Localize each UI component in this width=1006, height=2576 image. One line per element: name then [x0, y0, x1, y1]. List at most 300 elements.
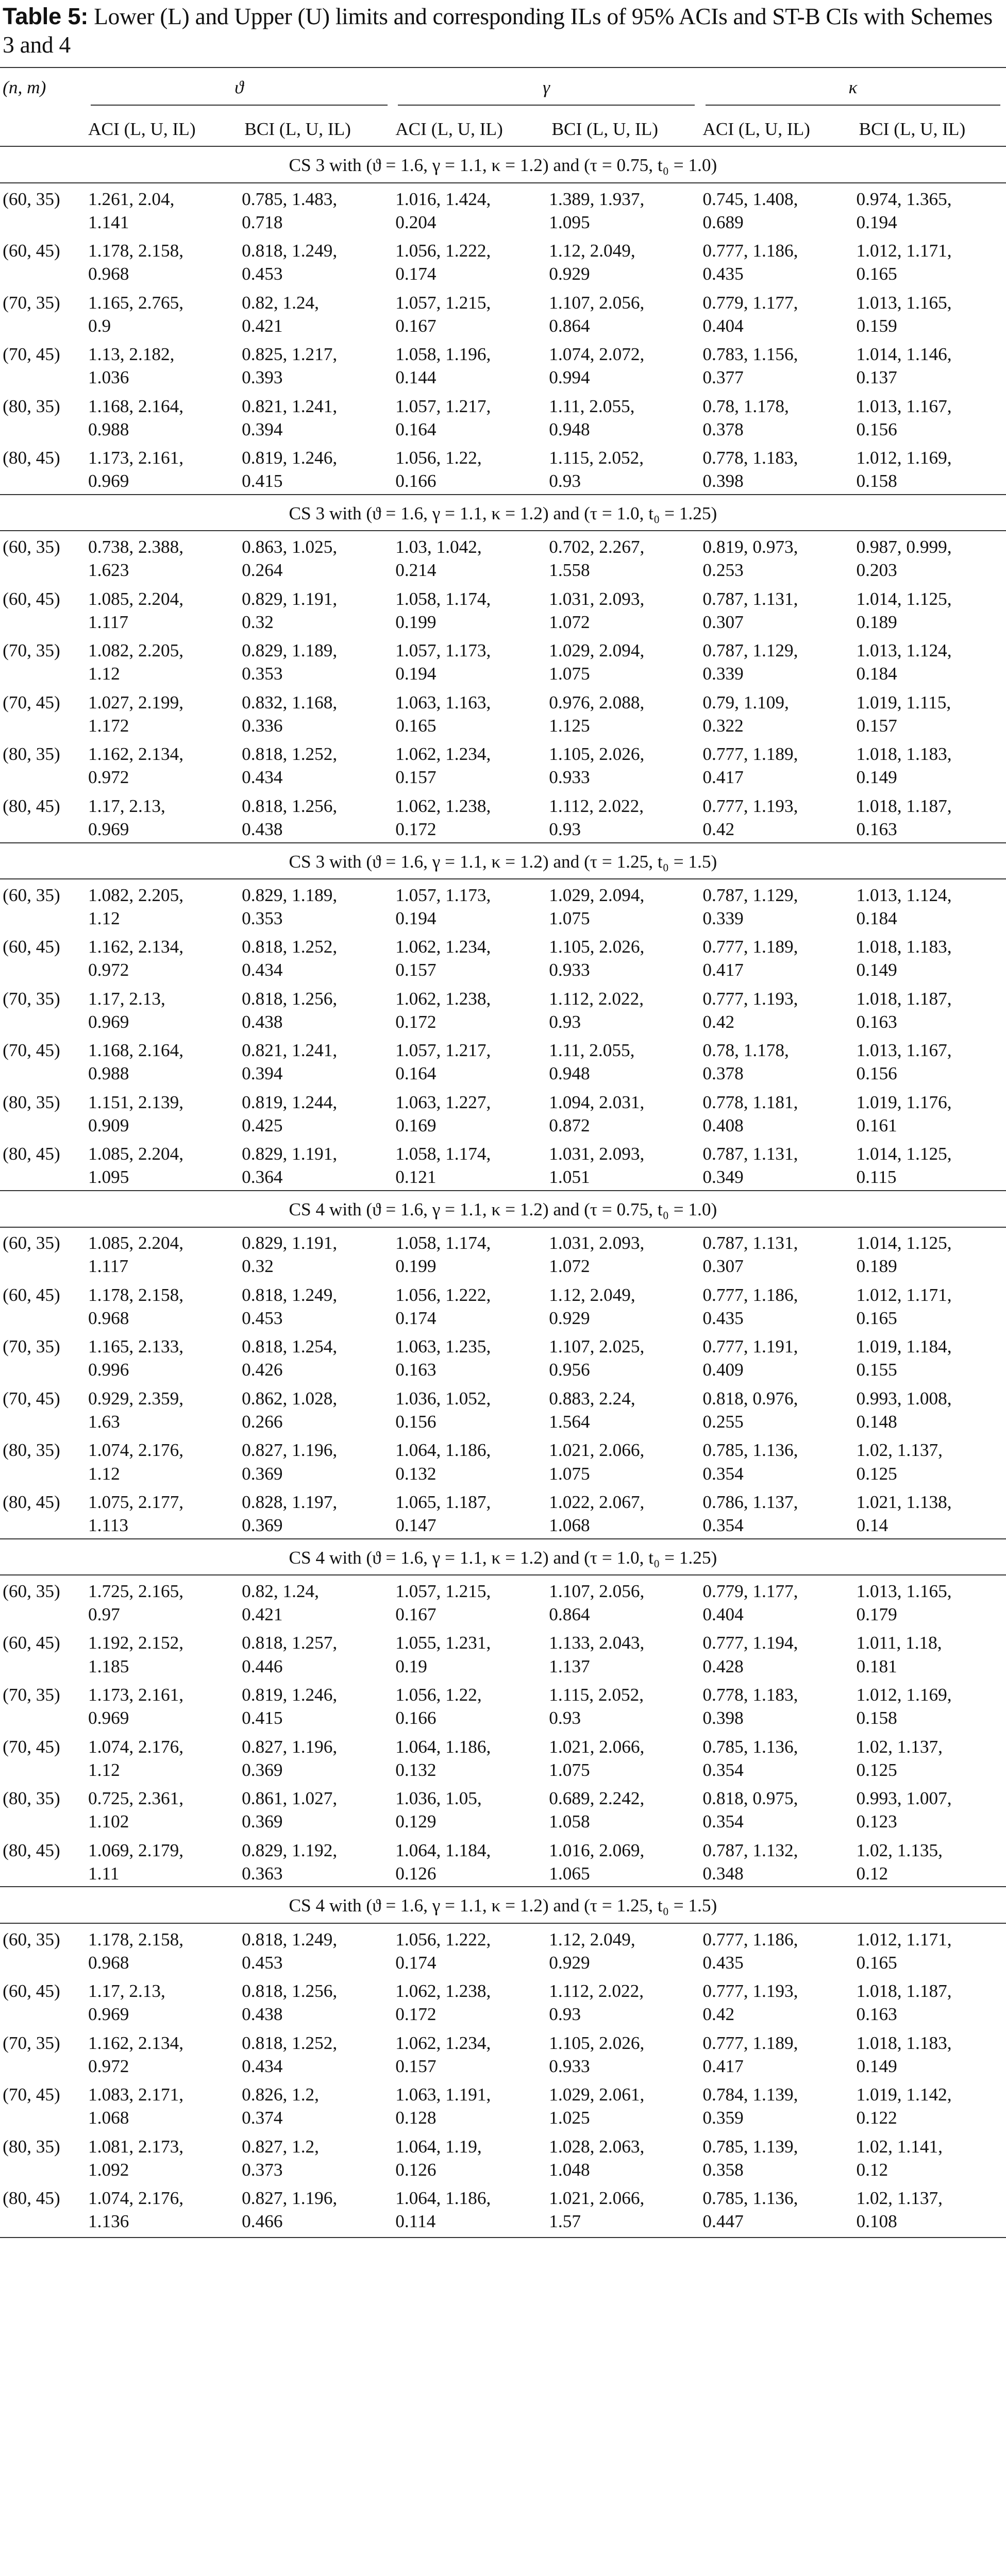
value-cell: 1.019, 1.115, 0.157 — [856, 692, 951, 736]
value-cell: 1.02, 1.137, 0.125 — [856, 1440, 943, 1484]
value-cell: 1.02, 1.135, 0.12 — [856, 1840, 943, 1884]
value-cell: 1.014, 1.125, 0.115 — [856, 1144, 952, 1188]
value-cell: 0.779, 1.177, 0.404 — [702, 1581, 798, 1624]
value-cell: 1.013, 1.167, 0.156 — [856, 396, 952, 439]
row-nm-cell: (70, 45) — [3, 1736, 60, 1757]
table-row — [0, 983, 1006, 1035]
table-row — [0, 1975, 1006, 2027]
section-title: CS 4 with (ϑ = 1.6, γ = 1.1, κ = 1.2) and (τ = 1.25, t₀ = 1.5) — [0, 1887, 1006, 1923]
row-nm-cell: (80, 45) — [3, 448, 60, 468]
row-nm-cell: (70, 35) — [3, 1684, 60, 1705]
value-cell: 1.022, 2.067, 1.068 — [549, 1492, 645, 1536]
value-cell: 1.014, 1.125, 0.189 — [856, 1233, 952, 1277]
value-cell: 1.011, 1.18, 0.181 — [856, 1633, 942, 1676]
value-cell: 1.168, 2.164, 0.988 — [88, 396, 184, 439]
value-cell: 1.107, 2.056, 0.864 — [549, 1581, 645, 1624]
row-nm-cell: (70, 35) — [3, 988, 60, 1009]
row-nm-cell: (60, 45) — [3, 588, 60, 609]
value-cell: 0.78, 1.178, 0.378 — [702, 396, 789, 439]
param-header-kappa: κ — [700, 67, 1006, 112]
value-cell: 0.993, 1.008, 0.148 — [856, 1388, 952, 1432]
row-nm-cell: (60, 35) — [3, 1929, 60, 1950]
value-cell: 1.057, 1.217, 0.164 — [395, 396, 491, 439]
value-cell: 1.115, 2.052, 0.93 — [549, 1684, 644, 1728]
table-row — [0, 531, 1006, 583]
value-cell: 1.081, 2.173, 1.092 — [88, 2136, 184, 2180]
value-cell: 0.787, 1.129, 0.339 — [702, 885, 798, 928]
value-cell: 1.013, 1.124, 0.184 — [856, 640, 952, 684]
value-cell: 0.821, 1.241, 0.394 — [242, 396, 338, 439]
value-cell: 1.031, 2.093, 1.051 — [549, 1144, 645, 1188]
row-nm-cell: (70, 45) — [3, 1388, 60, 1409]
row-nm-cell: (60, 45) — [3, 937, 60, 957]
value-cell: 0.818, 1.256, 0.438 — [242, 1981, 338, 2025]
value-cell: 0.702, 2.267, 1.558 — [549, 537, 645, 581]
value-cell: 0.778, 1.181, 0.408 — [702, 1092, 798, 1136]
value-cell: 1.013, 1.167, 0.156 — [856, 1040, 952, 1084]
row-nm-cell: (80, 35) — [3, 396, 60, 416]
table-row — [0, 635, 1006, 687]
table-row — [0, 1087, 1006, 1139]
value-cell: 0.779, 1.177, 0.404 — [702, 292, 798, 336]
value-cell: 1.085, 2.204, 1.117 — [88, 588, 184, 632]
value-cell: 1.107, 2.025, 0.956 — [549, 1336, 645, 1380]
value-cell: 1.012, 1.171, 0.165 — [856, 241, 952, 284]
value-cell: 1.725, 2.165, 0.97 — [88, 1581, 184, 1624]
value-cell: 1.173, 2.161, 0.969 — [88, 448, 184, 492]
value-cell: 1.031, 2.093, 1.072 — [549, 1233, 645, 1277]
value-cell: 1.014, 1.146, 0.137 — [856, 344, 952, 388]
value-cell: 1.057, 1.215, 0.167 — [395, 292, 491, 336]
table-row — [0, 790, 1006, 843]
param-header-gamma: γ — [393, 67, 700, 112]
value-cell: 1.115, 2.052, 0.93 — [549, 448, 644, 492]
row-nm-cell: (80, 35) — [3, 1092, 60, 1112]
value-cell: 1.094, 2.031, 0.872 — [549, 1092, 645, 1136]
value-cell: 0.829, 1.189, 0.353 — [242, 640, 338, 684]
row-nm-cell: (80, 35) — [3, 1788, 60, 1809]
value-cell: 1.013, 1.124, 0.184 — [856, 885, 952, 928]
value-cell: 1.165, 2.133, 0.996 — [88, 1336, 184, 1380]
value-cell: 1.062, 1.234, 0.157 — [395, 2032, 491, 2076]
value-cell: 1.056, 1.22, 0.166 — [395, 448, 482, 492]
value-cell: 1.02, 1.141, 0.12 — [856, 2136, 943, 2180]
row-nm-cell: (60, 35) — [3, 1233, 60, 1253]
value-cell: 1.062, 1.238, 0.172 — [395, 988, 491, 1032]
row-nm-cell: (60, 35) — [3, 1581, 60, 1601]
value-cell: 1.192, 2.152, 1.185 — [88, 1633, 184, 1676]
value-cell: 0.689, 2.242, 1.058 — [549, 1788, 645, 1832]
value-cell: 1.031, 2.093, 1.072 — [549, 588, 645, 632]
table-row — [0, 2027, 1006, 2079]
table-row — [0, 1835, 1006, 1887]
value-cell: 0.777, 1.193, 0.42 — [702, 795, 798, 839]
value-cell: 1.105, 2.026, 0.933 — [549, 937, 645, 980]
value-cell: 0.818, 1.252, 0.434 — [242, 937, 338, 980]
row-nm-cell: (60, 45) — [3, 1284, 60, 1305]
section-title: CS 3 with (ϑ = 1.6, γ = 1.1, κ = 1.2) and (τ = 0.75, t₀ = 1.0) — [0, 146, 1006, 182]
value-cell: 1.069, 2.179, 1.11 — [88, 1840, 184, 1884]
value-cell: 0.777, 1.189, 0.417 — [702, 937, 798, 980]
value-cell: 1.028, 2.063, 1.048 — [549, 2136, 645, 2180]
value-cell: 1.064, 1.186, 0.114 — [393, 2182, 546, 2238]
row-nm-cell: (70, 45) — [3, 344, 60, 365]
value-cell: 1.168, 2.164, 0.988 — [88, 1040, 184, 1084]
table-row — [0, 687, 1006, 739]
value-cell: 0.819, 1.246, 0.415 — [242, 1684, 338, 1728]
value-cell: 1.018, 1.187, 0.163 — [856, 795, 952, 839]
section-title: CS 3 with (ϑ = 1.6, γ = 1.1, κ = 1.2) and (τ = 1.0, t₀ = 1.25) — [0, 495, 1006, 531]
value-cell: 0.818, 1.249, 0.453 — [242, 241, 338, 284]
table-row — [0, 1486, 1006, 1539]
table-row — [0, 338, 1006, 391]
table-row — [0, 391, 1006, 443]
value-cell: 0.818, 1.254, 0.426 — [242, 1336, 338, 1380]
value-cell: 0.82, 1.24, 0.421 — [242, 292, 319, 336]
value-cell: 1.055, 1.231, 0.19 — [395, 1633, 491, 1676]
value-cell: 1.261, 2.04, 1.141 — [88, 189, 175, 232]
value-cell: 1.112, 2.022, 0.93 — [549, 1981, 644, 2025]
table-row — [0, 2182, 1006, 2238]
value-cell: 1.03, 1.042, 0.214 — [395, 537, 482, 581]
value-cell: 1.018, 1.183, 0.149 — [856, 2032, 952, 2076]
row-nm-cell: (80, 45) — [3, 795, 60, 816]
value-cell: 1.062, 1.238, 0.172 — [395, 1981, 491, 2025]
value-cell: 0.819, 1.244, 0.425 — [242, 1092, 338, 1136]
value-cell: 1.019, 1.176, 0.161 — [856, 1092, 952, 1136]
value-cell: 0.82, 1.24, 0.421 — [242, 1581, 319, 1624]
value-cell: 0.821, 1.241, 0.394 — [242, 1040, 338, 1084]
value-cell: 1.058, 1.174, 0.121 — [395, 1144, 491, 1188]
value-cell: 1.02, 1.137, 0.108 — [853, 2182, 1006, 2238]
row-nm-cell: (80, 45) — [3, 1840, 60, 1860]
value-cell: 1.056, 1.22, 0.166 — [395, 1684, 482, 1728]
table-row — [0, 1139, 1006, 1191]
table-row — [0, 583, 1006, 635]
value-cell: 0.993, 1.007, 0.123 — [856, 1788, 952, 1832]
value-cell: 1.058, 1.174, 0.199 — [395, 1233, 491, 1277]
row-nm-cell: (70, 35) — [3, 292, 60, 313]
value-cell: 1.012, 1.169, 0.158 — [856, 448, 952, 492]
value-cell: 1.064, 1.186, 0.132 — [395, 1736, 491, 1780]
section-title: CS 4 with (ϑ = 1.6, γ = 1.1, κ = 1.2) and (τ = 1.0, t₀ = 1.25) — [0, 1539, 1006, 1575]
value-cell: 0.818, 1.249, 0.453 — [242, 1929, 338, 1973]
value-cell: 0.787, 1.129, 0.339 — [702, 640, 798, 684]
value-cell: 1.17, 2.13, 0.969 — [88, 988, 165, 1032]
value-cell: 1.107, 2.056, 0.864 — [549, 292, 645, 336]
value-cell: 1.151, 2.139, 0.909 — [88, 1092, 184, 1136]
value-cell: 0.777, 1.189, 0.417 — [702, 2032, 798, 2076]
row-nm-cell: (70, 45) — [3, 692, 60, 713]
value-cell: 1.018, 1.183, 0.149 — [856, 937, 952, 980]
value-cell: 1.162, 2.134, 0.972 — [88, 937, 184, 980]
value-cell: 0.786, 1.137, 0.354 — [702, 1492, 798, 1536]
value-cell: 1.02, 1.137, 0.125 — [856, 1736, 943, 1780]
value-cell: 1.12, 2.049, 0.929 — [549, 241, 635, 284]
value-cell: 0.862, 1.028, 0.266 — [242, 1388, 338, 1432]
sub-header: BCI (L, U, IL) — [239, 112, 393, 147]
value-cell: 1.062, 1.234, 0.157 — [395, 937, 491, 980]
row-nm-cell: (60, 45) — [3, 1633, 60, 1653]
value-cell: 1.12, 2.049, 0.929 — [549, 1284, 635, 1328]
value-cell: 0.818, 1.249, 0.453 — [242, 1284, 338, 1328]
value-cell: 1.112, 2.022, 0.93 — [549, 988, 644, 1032]
value-cell: 0.784, 1.139, 0.359 — [702, 2084, 798, 2128]
value-cell: 0.829, 1.191, 0.364 — [242, 1144, 338, 1188]
value-cell: 1.112, 2.022, 0.93 — [549, 795, 644, 839]
section-header — [0, 1539, 1006, 1575]
value-cell: 0.785, 1.139, 0.358 — [702, 2136, 798, 2180]
value-cell: 0.829, 1.189, 0.353 — [242, 885, 338, 928]
value-cell: 0.829, 1.191, 0.32 — [242, 1233, 338, 1277]
value-cell: 1.018, 1.183, 0.149 — [856, 744, 952, 788]
value-cell: 0.827, 1.196, 0.369 — [242, 1440, 338, 1484]
param-header-theta: ϑ — [86, 67, 393, 112]
value-cell: 0.777, 1.186, 0.435 — [702, 1929, 798, 1973]
value-cell: 1.058, 1.174, 0.199 — [395, 588, 491, 632]
value-cell: 0.787, 1.131, 0.307 — [702, 588, 798, 632]
value-cell: 0.78, 1.178, 0.378 — [702, 1040, 789, 1084]
value-cell: 0.818, 1.256, 0.438 — [242, 795, 338, 839]
table-row — [0, 1923, 1006, 1976]
section-header — [0, 146, 1006, 182]
value-cell: 0.725, 2.361, 1.102 — [88, 1788, 184, 1832]
value-cell: 0.785, 1.136, 0.447 — [700, 2182, 853, 2238]
table-caption-label: Table 5: — [3, 3, 89, 30]
value-cell: 0.825, 1.217, 0.393 — [242, 344, 338, 388]
value-cell: 1.389, 1.937, 1.095 — [549, 189, 645, 232]
value-cell: 0.826, 1.2, 0.374 — [242, 2084, 319, 2128]
table-row — [0, 879, 1006, 931]
row-nm-cell: (80, 35) — [3, 2136, 60, 2157]
sub-header: ACI (L, U, IL) — [700, 112, 853, 147]
row-nm-cell: (70, 35) — [3, 2032, 60, 2053]
value-cell: 1.162, 2.134, 0.972 — [88, 2032, 184, 2076]
value-cell: 1.074, 2.176, 1.136 — [86, 2182, 239, 2238]
table-row — [0, 1383, 1006, 1435]
value-cell: 1.133, 2.043, 1.137 — [549, 1633, 645, 1676]
sub-header: BCI (L, U, IL) — [546, 112, 700, 147]
value-cell: 1.057, 1.173, 0.194 — [395, 640, 491, 684]
table-row — [0, 1035, 1006, 1087]
value-cell: 0.785, 1.483, 0.718 — [242, 189, 338, 232]
value-cell: 0.777, 1.186, 0.435 — [702, 1284, 798, 1328]
table-header — [0, 67, 1006, 147]
value-cell: 0.778, 1.183, 0.398 — [702, 1684, 798, 1728]
sub-header: BCI (L, U, IL) — [853, 112, 1006, 147]
value-cell: 1.036, 1.05, 0.129 — [395, 1788, 482, 1832]
section-header — [0, 495, 1006, 531]
value-cell: 1.062, 1.238, 0.172 — [395, 795, 491, 839]
value-cell: 1.083, 2.171, 1.068 — [88, 2084, 184, 2128]
value-cell: 1.063, 1.191, 0.128 — [395, 2084, 491, 2128]
value-cell: 1.064, 1.19, 0.126 — [395, 2136, 482, 2180]
value-cell: 1.074, 2.176, 1.12 — [88, 1440, 184, 1484]
value-cell: 1.012, 1.169, 0.158 — [856, 1684, 952, 1728]
value-cell: 1.018, 1.187, 0.163 — [856, 1981, 952, 2025]
table-row — [0, 738, 1006, 790]
value-cell: 0.974, 1.365, 0.194 — [856, 189, 952, 232]
value-cell: 0.929, 2.359, 1.63 — [88, 1388, 184, 1432]
row-nm-cell: (70, 45) — [3, 2084, 60, 2105]
value-cell: 1.036, 1.052, 0.156 — [395, 1388, 491, 1432]
value-cell: 0.783, 1.156, 0.377 — [702, 344, 798, 388]
value-cell: 1.165, 2.765, 0.9 — [88, 292, 184, 336]
row-nm-cell: (70, 45) — [3, 1040, 60, 1061]
value-cell: 0.883, 2.24, 1.564 — [549, 1388, 635, 1432]
table-row — [0, 2131, 1006, 2183]
value-cell: 0.819, 0.973, 0.253 — [702, 537, 798, 581]
value-cell: 1.11, 2.055, 0.948 — [549, 1040, 635, 1084]
value-cell: 1.063, 1.235, 0.163 — [395, 1336, 491, 1380]
table-row — [0, 1731, 1006, 1783]
section-title: CS 3 with (ϑ = 1.6, γ = 1.1, κ = 1.2) and (τ = 1.25, t₀ = 1.5) — [0, 843, 1006, 879]
row-nm-cell: (80, 45) — [0, 2182, 86, 2238]
value-cell: 0.745, 1.408, 0.689 — [702, 189, 798, 232]
value-cell: 1.178, 2.158, 0.968 — [88, 1929, 184, 1973]
value-cell: 0.827, 1.2, 0.373 — [242, 2136, 319, 2180]
value-cell: 1.012, 1.171, 0.165 — [856, 1929, 952, 1973]
value-cell: 1.11, 2.055, 0.948 — [549, 396, 635, 439]
section-header — [0, 1887, 1006, 1923]
row-nm-cell: (70, 35) — [3, 1336, 60, 1357]
table-row — [0, 1628, 1006, 1680]
value-cell: 1.029, 2.061, 1.025 — [549, 2084, 645, 2128]
value-cell: 1.162, 2.134, 0.972 — [88, 744, 184, 788]
table-row — [0, 931, 1006, 983]
row-nm-cell: (80, 45) — [3, 1144, 60, 1164]
table-row — [0, 183, 1006, 235]
value-cell: 1.029, 2.094, 1.075 — [549, 885, 645, 928]
table-row — [0, 1435, 1006, 1487]
value-cell: 1.027, 2.199, 1.172 — [88, 692, 184, 736]
value-cell: 1.016, 1.424, 0.204 — [395, 189, 491, 232]
value-cell: 1.021, 2.066, 1.075 — [549, 1440, 645, 1484]
value-cell: 1.013, 1.165, 0.159 — [856, 292, 952, 336]
value-cell: 1.074, 2.072, 0.994 — [549, 344, 645, 388]
value-cell: 1.085, 2.204, 1.117 — [88, 1233, 184, 1277]
sub-header: ACI (L, U, IL) — [86, 112, 239, 147]
value-cell: 1.018, 1.187, 0.163 — [856, 988, 952, 1032]
value-cell: 1.056, 1.222, 0.174 — [395, 241, 491, 284]
table-row — [0, 1227, 1006, 1280]
value-cell: 0.863, 1.025, 0.264 — [242, 537, 338, 581]
value-cell: 1.021, 2.066, 1.57 — [546, 2182, 700, 2238]
value-cell: 1.057, 1.215, 0.167 — [395, 1581, 491, 1624]
value-cell: 0.827, 1.196, 0.466 — [239, 2182, 393, 2238]
value-cell: 1.057, 1.173, 0.194 — [395, 885, 491, 928]
nm-header: (n, m) — [0, 67, 86, 147]
table-row — [0, 2079, 1006, 2131]
value-cell: 1.063, 1.227, 0.169 — [395, 1092, 491, 1136]
value-cell: 1.013, 1.165, 0.179 — [856, 1581, 952, 1624]
value-cell: 0.787, 1.132, 0.348 — [702, 1840, 798, 1884]
row-nm-cell: (60, 35) — [3, 885, 60, 905]
value-cell: 0.832, 1.168, 0.336 — [242, 692, 338, 736]
value-cell: 0.818, 1.256, 0.438 — [242, 988, 338, 1032]
value-cell: 1.13, 2.182, 1.036 — [88, 344, 175, 388]
value-cell: 1.021, 1.138, 0.14 — [856, 1492, 952, 1536]
value-cell: 0.818, 1.257, 0.446 — [242, 1633, 338, 1676]
value-cell: 1.057, 1.217, 0.164 — [395, 1040, 491, 1084]
value-cell: 1.064, 1.186, 0.132 — [395, 1440, 491, 1484]
value-cell: 1.019, 1.142, 0.122 — [856, 2084, 952, 2128]
value-cell: 0.79, 1.109, 0.322 — [702, 692, 789, 736]
value-cell: 1.17, 2.13, 0.969 — [88, 1981, 165, 2025]
row-nm-cell: (70, 35) — [3, 640, 60, 661]
value-cell: 0.777, 1.193, 0.42 — [702, 1981, 798, 2025]
value-cell: 1.075, 2.177, 1.113 — [88, 1492, 184, 1536]
value-cell: 0.777, 1.191, 0.409 — [702, 1336, 798, 1380]
value-cell: 0.787, 1.131, 0.349 — [702, 1144, 798, 1188]
value-cell: 1.17, 2.13, 0.969 — [88, 795, 165, 839]
sub-header: ACI (L, U, IL) — [393, 112, 546, 147]
table-caption-text: Lower (L) and Upper (U) limits and corresponding ILs of 95% ACIs and ST-B CIs with Schemes 3 and 4 — [3, 4, 993, 58]
value-cell: 1.178, 2.158, 0.968 — [88, 241, 184, 284]
section-header — [0, 1191, 1006, 1227]
value-cell: 0.787, 1.131, 0.307 — [702, 1233, 798, 1277]
value-cell: 0.829, 1.192, 0.363 — [242, 1840, 338, 1884]
value-cell: 1.082, 2.205, 1.12 — [88, 640, 184, 684]
row-nm-cell: (60, 45) — [3, 241, 60, 261]
value-cell: 1.029, 2.094, 1.075 — [549, 640, 645, 684]
value-cell: 1.014, 1.125, 0.189 — [856, 588, 952, 632]
value-cell: 0.818, 0.976, 0.255 — [702, 1388, 798, 1432]
value-cell: 1.056, 1.222, 0.174 — [395, 1929, 491, 1973]
value-cell: 1.178, 2.158, 0.968 — [88, 1284, 184, 1328]
row-nm-cell: (60, 35) — [3, 189, 60, 209]
value-cell: 0.976, 2.088, 1.125 — [549, 692, 645, 736]
value-cell: 0.818, 0.975, 0.354 — [702, 1788, 798, 1832]
value-cell: 0.777, 1.189, 0.417 — [702, 744, 798, 788]
value-cell: 1.074, 2.176, 1.12 — [88, 1736, 184, 1780]
value-cell: 1.062, 1.234, 0.157 — [395, 744, 491, 788]
value-cell: 0.861, 1.027, 0.369 — [242, 1788, 338, 1832]
section-title: CS 4 with (ϑ = 1.6, γ = 1.1, κ = 1.2) and (τ = 0.75, t₀ = 1.0) — [0, 1191, 1006, 1227]
row-nm-cell: (60, 45) — [3, 1981, 60, 2002]
value-cell: 0.778, 1.183, 0.398 — [702, 448, 798, 492]
value-cell: 1.065, 1.187, 0.147 — [395, 1492, 491, 1536]
value-cell: 0.777, 1.194, 0.428 — [702, 1633, 798, 1676]
value-cell: 1.021, 2.066, 1.075 — [549, 1736, 645, 1780]
value-cell: 0.777, 1.193, 0.42 — [702, 988, 798, 1032]
table-body — [0, 146, 1006, 2238]
row-nm-cell: (60, 35) — [3, 537, 60, 557]
table-row — [0, 442, 1006, 495]
value-cell: 1.105, 2.026, 0.933 — [549, 744, 645, 788]
row-nm-cell: (80, 45) — [3, 1492, 60, 1512]
table-row — [0, 1575, 1006, 1628]
value-cell: 1.012, 1.171, 0.165 — [856, 1284, 952, 1328]
table-row — [0, 1279, 1006, 1331]
value-cell: 1.019, 1.184, 0.155 — [856, 1336, 952, 1380]
row-nm-cell: (80, 35) — [3, 744, 60, 765]
value-cell: 1.058, 1.196, 0.144 — [395, 344, 491, 388]
table-row — [0, 1331, 1006, 1383]
table-row — [0, 1679, 1006, 1731]
value-cell: 0.828, 1.197, 0.369 — [242, 1492, 338, 1536]
table-row — [0, 235, 1006, 287]
value-cell: 1.12, 2.049, 0.929 — [549, 1929, 635, 1973]
value-cell: 1.173, 2.161, 0.969 — [88, 1684, 184, 1728]
value-cell: 0.827, 1.196, 0.369 — [242, 1736, 338, 1780]
value-cell: 0.818, 1.252, 0.434 — [242, 2032, 338, 2076]
value-cell: 1.063, 1.163, 0.165 — [395, 692, 491, 736]
value-cell: 0.818, 1.252, 0.434 — [242, 744, 338, 788]
value-cell: 1.085, 2.204, 1.095 — [88, 1144, 184, 1188]
value-cell: 1.105, 2.026, 0.933 — [549, 2032, 645, 2076]
value-cell: 0.785, 1.136, 0.354 — [702, 1440, 798, 1484]
